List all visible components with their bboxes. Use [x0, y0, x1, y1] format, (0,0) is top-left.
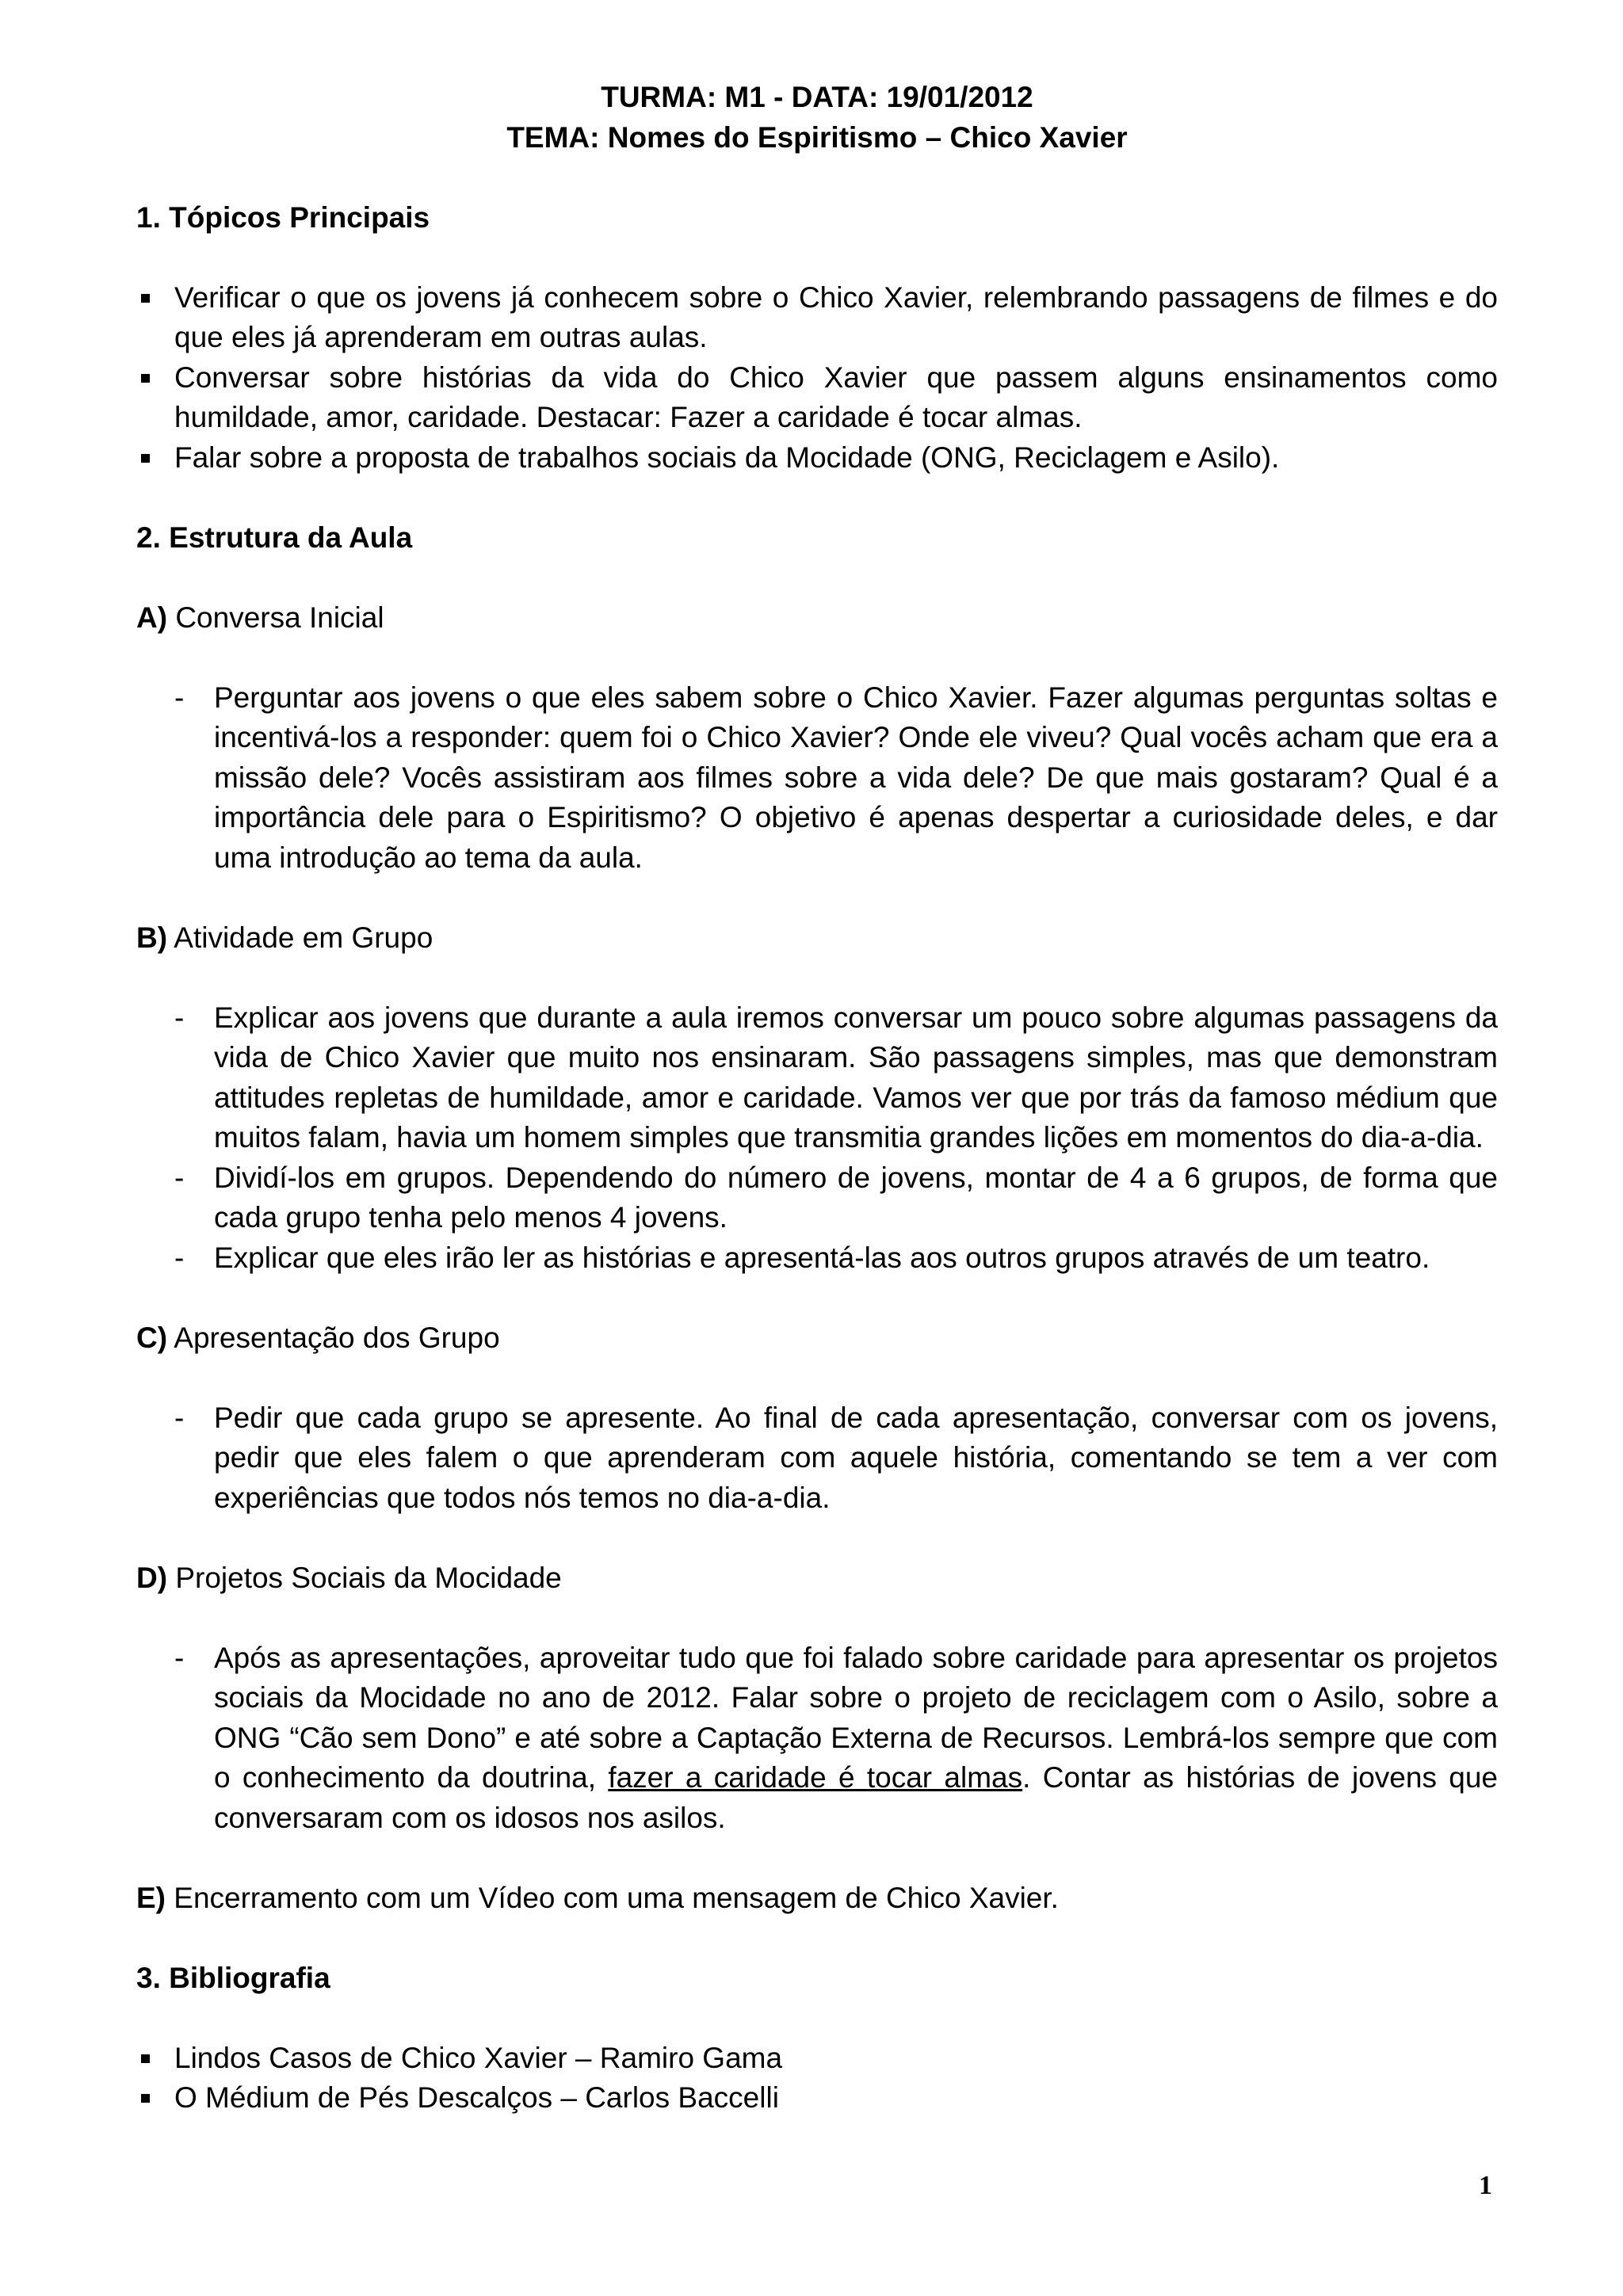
subsection-b-list	[136, 998, 1498, 1279]
subsection-c-item: - Pedir que cada grupo se apresente. Ao final de cada apresentação, conversar com os jovens, pedir que eles falem o que aprenderam com aquele história, comentando se tem a ver com experiências que todos nós temos no dia-a-dia.	[136, 1398, 1498, 1519]
subsection-a-item: - Perguntar aos jovens o que eles sabem sobre o Chico Xavier. Fazer algumas perguntas soltas e incentivá-los a responder: quem foi o Chico Xavier? Onde ele viveu? Qual vocês acham que era a missão dele? Vocês assistiram aos filmes sobre a vida dele? De que mais gostaram? Qual é a importância dele para o Espiritismo? O objetivo é apenas despertar a curiosidade deles, e dar uma introdução ao tema da aula.	[136, 678, 1498, 879]
section-1-item: Falar sobre a proposta de trabalhos sociais da Mocidade (ONG, Reciclagem e Asilo).	[136, 438, 1498, 479]
section-2-title: 2. Estrutura da Aula	[136, 521, 413, 554]
subsection-d-item: - Após as apresentações, aproveitar tudo que foi falado sobre caridade para apresentar os projetos sociais da Mocidade no ano de 2012. Falar sobre o projeto de reciclagem com o Asilo, sobre a ONG “Cão sem Dono” e até sobre a Captação Externa de Recursos. Lembrá-los sempre que com o conhecimento da doutrina, fazer a caridade é tocar almas. Contar as histórias de jovens que conversaram com os idosos nos asilos.	[136, 1638, 1498, 1839]
subsection-d-list	[136, 1638, 1498, 1839]
subsection-b-label: B)	[136, 921, 168, 954]
bibliography-item: O Médium de Pés Descalços – Carlos Baccelli	[136, 2078, 1498, 2119]
bibliography-list	[136, 2039, 1498, 2119]
subsection-c-title: C) Apresentação dos Grupo	[136, 1321, 500, 1354]
subsection-b-item: - Explicar aos jovens que durante a aula iremos conversar um pouco sobre algumas passagens da vida de Chico Xavier que muito nos ensinaram. São passagens simples, mas que demonstram attitudes repletas de humildade, amor e caridade. Vamos ver que por trás da famoso médium que muitos falam, havia um homem simples que transmitia grandes lições em momentos do dia-a-dia.	[136, 998, 1498, 1158]
subsection-b-item: - Explicar que eles irão ler as histórias e apresentá-las aos outros grupos através de um teatro.	[136, 1238, 1498, 1279]
section-1-item: Conversar sobre histórias da vida do Chico Xavier que passem alguns ensinamentos como humildade, amor, caridade. Destacar: Fazer a caridade é tocar almas.	[136, 358, 1498, 438]
bibliography-item: Lindos Casos de Chico Xavier – Ramiro Gama	[136, 2039, 1498, 2079]
subsection-d-title: D) Projetos Sociais da Mocidade	[136, 1561, 562, 1594]
subsection-c-list	[136, 1398, 1498, 1519]
subsection-a-list	[136, 678, 1498, 879]
subsection-a-label: A)	[136, 601, 168, 634]
subsection-b-title: B) Atividade em Grupo	[136, 921, 433, 954]
section-1-item: Verificar o que os jovens já conhecem sobre o Chico Xavier, relembrando passagens de filmes e do que eles já aprenderam em outras aulas.	[136, 278, 1498, 358]
header-theme: TEMA: Nomes do Espiritismo – Chico Xavier	[506, 120, 1128, 154]
header-class-date: TURMA: M1 - DATA: 19/01/2012	[601, 81, 1033, 113]
underlined-phrase: fazer a caridade é tocar almas	[608, 1761, 1023, 1794]
subsection-e-label: E)	[136, 1881, 166, 1914]
section-1-title: 1. Tópicos Principais	[136, 200, 430, 234]
subsection-c-label: C)	[136, 1321, 168, 1354]
subsection-e-title: E) Encerramento com um Vídeo com uma mensagem de Chico Xavier.	[136, 1881, 1059, 1914]
section-3-title: 3. Bibliografia	[136, 1961, 330, 1994]
subsection-d-label: D)	[136, 1561, 168, 1594]
page-number: 1	[1479, 2171, 1492, 2200]
subsection-a-title: A) Conversa Inicial	[136, 601, 384, 634]
subsection-b-item: - Dividí-los em grupos. Dependendo do número de jovens, montar de 4 a 6 grupos, de forma que cada grupo tenha pelo menos 4 jovens.	[136, 1158, 1498, 1238]
document-page	[136, 78, 1498, 2119]
section-1-list	[136, 278, 1498, 479]
